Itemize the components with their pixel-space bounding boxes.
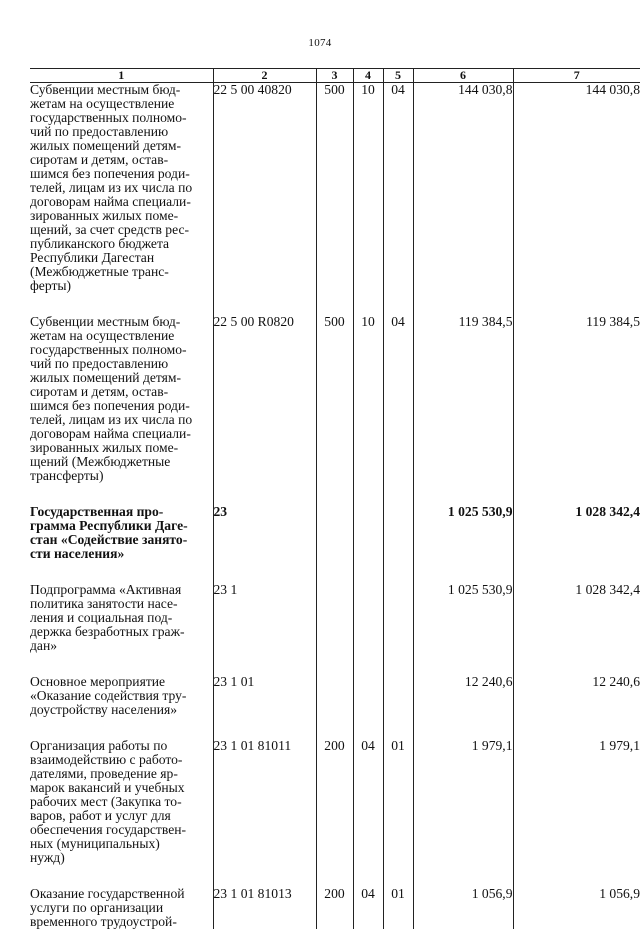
spacer-cell xyxy=(213,293,316,315)
row-code-cell: 23 xyxy=(213,505,316,561)
row-sum-year2-cell: 1 028 342,4 xyxy=(513,583,640,653)
row-expense-type-cell: 200 xyxy=(316,887,353,929)
column-header: 7 xyxy=(513,69,640,83)
row-section-cell: 10 xyxy=(353,315,383,483)
row-name-cell: Организация работы по взаимодействию с работо- дателями, проведение яр- марок вакансий и учебных рабочих мест (Закупка то- варов, работ и услуг для обеспечения государствен- ных (муниципальных) нужд) xyxy=(30,739,213,865)
row-sum-year2-cell: 1 979,1 xyxy=(513,739,640,865)
row-sum-year1-cell: 1 025 530,9 xyxy=(413,505,513,561)
spacer-cell xyxy=(413,561,513,583)
row-subsection-cell: 04 xyxy=(383,315,413,483)
row-subsection-cell: 04 xyxy=(383,83,413,294)
row-spacer xyxy=(30,865,640,887)
row-sum-year2-cell: 12 240,6 xyxy=(513,675,640,717)
spacer-cell xyxy=(353,865,383,887)
spacer-cell xyxy=(213,483,316,505)
spacer-cell xyxy=(213,653,316,675)
row-sum-year2-cell: 1 028 342,4 xyxy=(513,505,640,561)
table-row xyxy=(30,583,640,653)
spacer-cell xyxy=(213,717,316,739)
row-section-cell xyxy=(353,505,383,561)
row-name-cell: Субвенции местным бюд- жетам на осуществление государственных полномо- чий по предоставлению жилых помещений детям- сиротам и детям, остав- шимся без попечения роди- телей, лицам из их числа по договорам найма специали- зированных жилых поме- щений (Межбюджетные трансферты) xyxy=(30,315,213,483)
spacer-cell xyxy=(30,483,213,505)
row-code-cell: 22 5 00 R0820 xyxy=(213,315,316,483)
spacer-cell xyxy=(213,865,316,887)
row-code-cell: 23 1 01 81011 xyxy=(213,739,316,865)
row-subsection-cell xyxy=(383,583,413,653)
row-section-cell: 04 xyxy=(353,887,383,929)
row-sum-year1-cell: 1 979,1 xyxy=(413,739,513,865)
table-row xyxy=(30,83,640,294)
table-row xyxy=(30,739,640,865)
spacer-cell xyxy=(513,483,640,505)
spacer-cell xyxy=(413,483,513,505)
row-sum-year2-cell: 144 030,8 xyxy=(513,83,640,294)
row-sum-year1-cell: 1 025 530,9 xyxy=(413,583,513,653)
row-name-cell: Основное мероприятие «Оказание содействия тру- доустройству населения» xyxy=(30,675,213,717)
spacer-cell xyxy=(353,483,383,505)
spacer-cell xyxy=(30,653,213,675)
spacer-cell xyxy=(30,293,213,315)
column-header: 4 xyxy=(353,69,383,83)
row-sum-year2-cell: 1 056,9 xyxy=(513,887,640,929)
spacer-cell xyxy=(383,653,413,675)
row-sum-year1-cell: 12 240,6 xyxy=(413,675,513,717)
row-code-cell: 23 1 01 81013 xyxy=(213,887,316,929)
spacer-cell xyxy=(513,865,640,887)
column-header: 5 xyxy=(383,69,413,83)
spacer-cell xyxy=(353,561,383,583)
spacer-cell xyxy=(513,653,640,675)
row-expense-type-cell: 200 xyxy=(316,739,353,865)
spacer-cell xyxy=(353,293,383,315)
spacer-cell xyxy=(513,293,640,315)
row-expense-type-cell xyxy=(316,583,353,653)
table-row xyxy=(30,505,640,561)
spacer-cell xyxy=(413,293,513,315)
spacer-cell xyxy=(383,293,413,315)
row-subsection-cell: 01 xyxy=(383,887,413,929)
row-sum-year1-cell: 119 384,5 xyxy=(413,315,513,483)
spacer-cell xyxy=(513,561,640,583)
spacer-cell xyxy=(383,561,413,583)
spacer-cell xyxy=(30,865,213,887)
spacer-cell xyxy=(30,717,213,739)
spacer-cell xyxy=(316,293,353,315)
spacer-cell xyxy=(30,561,213,583)
row-code-cell: 23 1 xyxy=(213,583,316,653)
row-spacer xyxy=(30,483,640,505)
page-number: 1074 xyxy=(308,37,332,49)
table-header-row xyxy=(30,69,640,83)
row-sum-year1-cell: 1 056,9 xyxy=(413,887,513,929)
row-expense-type-cell xyxy=(316,505,353,561)
spacer-cell xyxy=(383,483,413,505)
spacer-cell xyxy=(383,865,413,887)
row-section-cell xyxy=(353,675,383,717)
row-section-cell: 10 xyxy=(353,83,383,294)
spacer-cell xyxy=(316,653,353,675)
row-name-cell: Государственная про- грамма Республики Даге- стан «Содействие занято- сти населения» xyxy=(30,505,213,561)
table-row xyxy=(30,315,640,483)
row-subsection-cell: 01 xyxy=(383,739,413,865)
row-sum-year2-cell: 119 384,5 xyxy=(513,315,640,483)
row-spacer xyxy=(30,293,640,315)
spacer-cell xyxy=(316,865,353,887)
row-expense-type-cell: 500 xyxy=(316,83,353,294)
row-spacer xyxy=(30,717,640,739)
row-code-cell: 23 1 01 xyxy=(213,675,316,717)
spacer-cell xyxy=(316,483,353,505)
column-header: 1 xyxy=(30,69,213,83)
spacer-cell xyxy=(316,717,353,739)
column-header: 2 xyxy=(213,69,316,83)
spacer-cell xyxy=(413,717,513,739)
spacer-cell xyxy=(353,653,383,675)
row-expense-type-cell: 500 xyxy=(316,315,353,483)
spacer-cell xyxy=(383,717,413,739)
spacer-cell xyxy=(413,653,513,675)
spacer-cell xyxy=(316,561,353,583)
row-expense-type-cell xyxy=(316,675,353,717)
row-section-cell: 04 xyxy=(353,739,383,865)
table-row xyxy=(30,887,640,929)
row-section-cell xyxy=(353,583,383,653)
column-header: 3 xyxy=(316,69,353,83)
column-header: 6 xyxy=(413,69,513,83)
row-code-cell: 22 5 00 40820 xyxy=(213,83,316,294)
spacer-cell xyxy=(513,717,640,739)
budget-table xyxy=(30,68,640,929)
table-row xyxy=(30,675,640,717)
row-name-cell: Подпрограмма «Активная политика занятости насе- ления и социальная под- держка безработных граж- дан» xyxy=(30,583,213,653)
spacer-cell xyxy=(413,865,513,887)
row-subsection-cell xyxy=(383,675,413,717)
row-spacer xyxy=(30,561,640,583)
row-name-cell: Оказание государственной услуги по организации временного трудоустрой- xyxy=(30,887,213,929)
row-subsection-cell xyxy=(383,505,413,561)
spacer-cell xyxy=(213,561,316,583)
spacer-cell xyxy=(353,717,383,739)
row-spacer xyxy=(30,653,640,675)
row-name-cell: Субвенции местным бюд- жетам на осуществление государственных полномо- чий по предоставлению жилых помещений детям- сиротам и детям, остав- шимся без попечения роди- телей, лицам из их числа по договорам найма специали- зированных жилых поме- щений, за счет средств рес- публиканского бюджета Республики Дагестан (Межбюджетные транс- ферты) xyxy=(30,83,213,294)
row-sum-year1-cell: 144 030,8 xyxy=(413,83,513,294)
